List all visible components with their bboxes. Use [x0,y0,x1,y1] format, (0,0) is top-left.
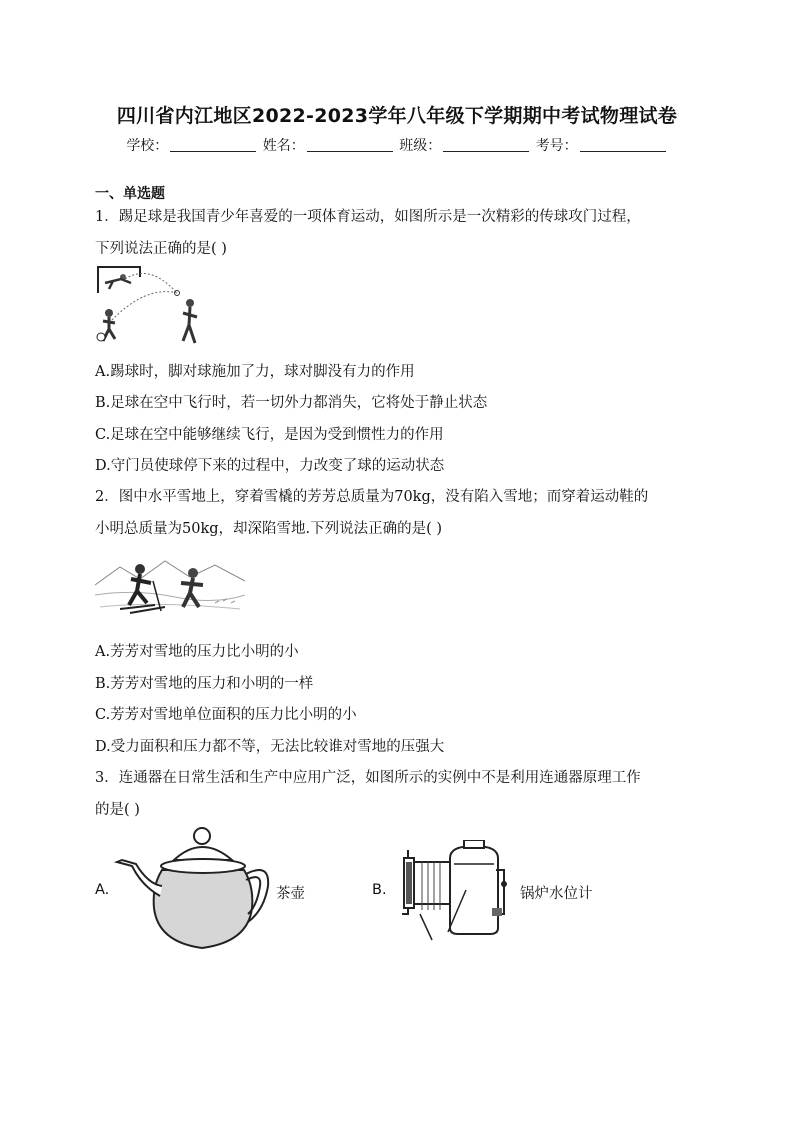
name-blank[interactable] [307,151,393,152]
q3-stem-line1: 3．连通器在日常生活和生产中应用广泛，如图所示的实例中不是利用连通器原理工作 [95,770,641,786]
q1-option-a[interactable]: A.踢球时，脚对球施加了力，球对脚没有力的作用 [95,364,415,380]
number-label: 考号： [535,138,578,154]
q1-option-b[interactable]: B.足球在空中飞行时，若一切外力都消失，它将处于静止状态 [95,395,488,411]
q1-stem-line2: 下列说法正确的是( ) [95,241,227,257]
school-blank[interactable] [170,151,256,152]
q3-option-a-caption: 茶壶 [276,886,305,902]
school-label: 学校： [126,138,169,154]
section-heading: 一、单选题 [95,186,165,202]
exam-title: 四川省内江地区2022-2023学年八年级下学期期中考试物理试卷 [116,105,678,127]
teapot-icon [112,826,272,954]
class-label: 班级： [399,138,442,154]
boiler-gauge-icon [392,840,510,942]
q2-option-a[interactable]: A.芳芳对雪地的压力比小明的小 [95,644,299,660]
student-info-row [0,135,794,155]
snow-figure [95,555,245,620]
football-pass-figure [95,265,215,350]
q3-option-b-caption: 锅炉水位计 [520,886,593,902]
q2-stem-line2: 小明总质量为50kg，却深陷雪地.下列说法正确的是( ) [95,521,443,537]
q1-stem-line1: 1．踢足球是我国青少年喜爱的一项体育运动，如图所示是一次精彩的传球攻门过程， [95,209,641,225]
number-blank[interactable] [580,151,666,152]
class-blank[interactable] [443,151,529,152]
q2-option-b[interactable]: B.芳芳对雪地的压力和小明的一样 [95,676,314,692]
q3-option-b-letter[interactable]: B. [372,882,387,898]
q1-option-d[interactable]: D.守门员使球停下来的过程中，力改变了球的运动状态 [95,458,445,474]
q2-stem-line1: 2．图中水平雪地上，穿着雪橇的芳芳总质量为70kg，没有陷入雪地；而穿着运动鞋的 [95,489,649,505]
q3-option-a-letter[interactable]: A. [95,882,110,898]
q2-option-c[interactable]: C.芳芳对雪地单位面积的压力比小明的小 [95,707,357,723]
q3-stem-line2: 的是( ) [95,802,140,818]
name-label: 姓名： [262,138,305,154]
q1-option-c[interactable]: C.足球在空中能够继续飞行，是因为受到惯性力的作用 [95,427,444,443]
q2-option-d[interactable]: D.受力面积和压力都不等，无法比较谁对雪地的压强大 [95,739,445,755]
